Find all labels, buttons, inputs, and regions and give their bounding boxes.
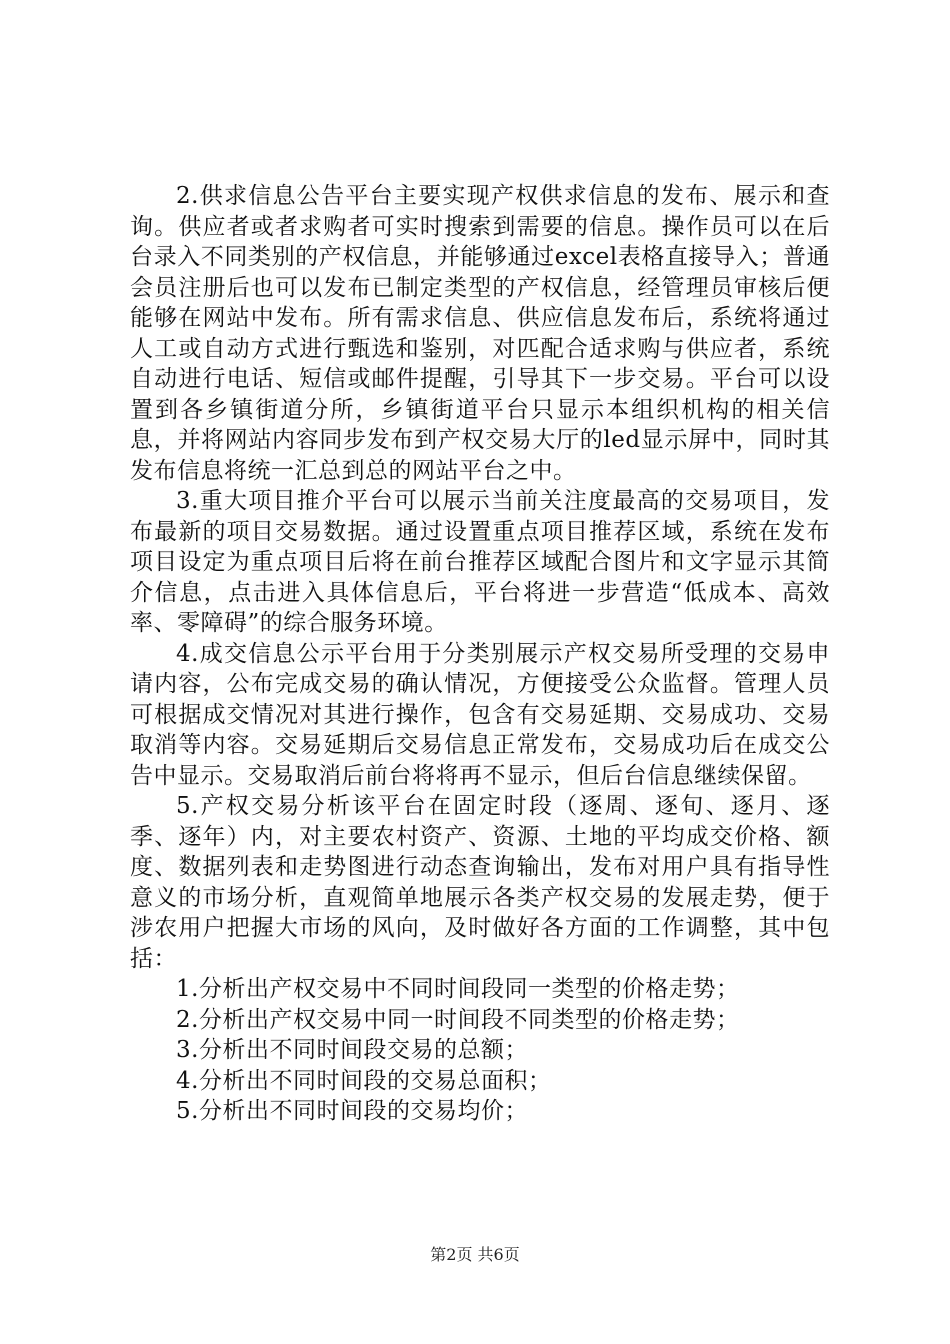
- page-number-footer: 第2页 共6页: [430, 1245, 520, 1264]
- list-item: 4.分析出不同时间段的交易总面积；: [176, 1067, 552, 1094]
- paragraph-transaction-analysis: 5.产权交易分析该平台在固定时段（逐周、逐旬、逐月、逐季、逐年）内，对主要农村资产、资源、土地的平均成交价格、额度、数据列表和走势图进行动态查询输出，发布对用户具有指导性意义的市场分析，直观简单地展示各类产权交易的发展走势，便于涉农用户把握大市场的风向，及时做好各方面的工作调整，其中包括：: [130, 793, 830, 972]
- list-item: 1.分析出产权交易中不同时间段同一类型的价格走势；: [176, 976, 740, 1002]
- list-item: 3.分析出不同时间段交易的总额；: [176, 1037, 528, 1063]
- list-item: 2.分析出产权交易中同一时间段不同类型的价格走势；: [176, 1006, 740, 1033]
- document-body: [130, 181, 830, 1127]
- paragraph-transaction-disclosure-platform: 4.成交信息公示平台用于分类别展示产权交易所受理的交易申请内容，公布完成交易的确认情况，方便接受公众监督。管理人员可根据成交情况对其进行操作，包含有交易延期、交易成功、交易取消等内容。交易延期后交易信息正常发布，交易成功后在成交公告中显示。交易取消后前台将将再不显示，但后台信息继续保留。: [130, 640, 830, 789]
- list-item: 5.分析出不同时间段的交易均价；: [176, 1098, 528, 1124]
- paragraph-major-project-platform: 3.重大项目推介平台可以展示当前关注度最高的交易项目，发布最新的项目交易数据。通过设置重点项目推荐区域，系统在发布项目设定为重点项目后将在前台推荐区域配合图片和文字显示其简介信息，点击进入具体信息后，平台将进一步营造“低成本、高效率、零障碍”的综合服务环境。: [130, 488, 830, 636]
- paragraph-supply-demand-platform: 2.供求信息公告平台主要实现产权供求信息的发布、展示和查询。供应者或者求购者可实时搜索到需要的信息。操作员可以在后台录入不同类别的产权信息，并能够通过excel表格直接导入；普通会员注册后也可以发布已制定类型的产权信息，经管理员审核后便能够在网站中发布。所有需求信息、供应信息发布后，系统将通过人工或自动方式进行甄选和鉴别，对匹配合适求购与供应者，系统自动进行电话、短信或邮件提醒，引导其下一步交易。平台可以设置到各乡镇街道分所，乡镇街道平台只显示本组织机构的相关信息，并将网站内容同步发布到产权交易大厅的led显示屏中，同时其发布信息将统一汇总到总的网站平台之中。: [130, 183, 830, 484]
